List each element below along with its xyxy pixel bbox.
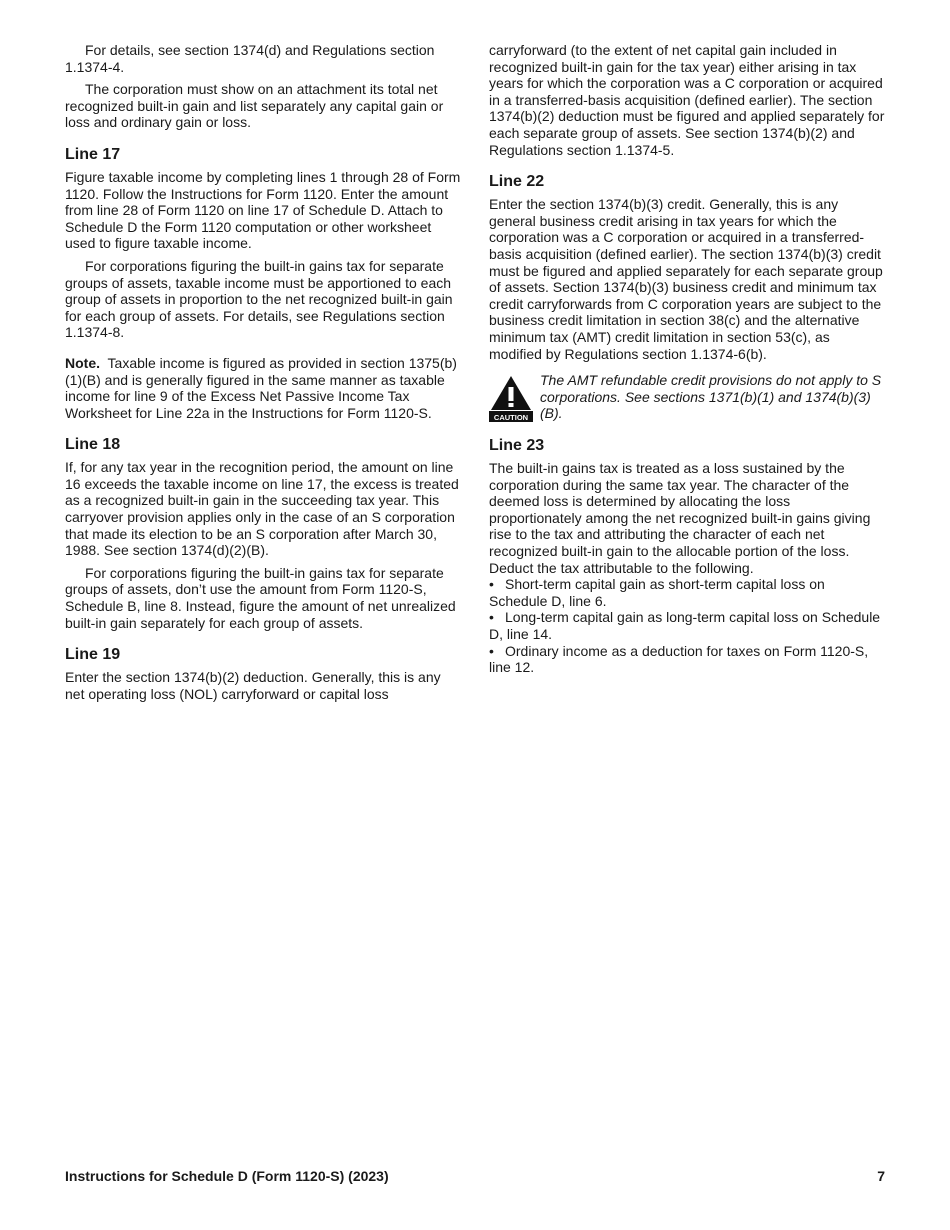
bullet-dot-icon: • [489,642,494,659]
line-18-heading: Line 18 [65,436,121,454]
paragraph: carryforward (to the extent of net capital gain included in recognized built-in gain for the tax year) either arising in tax years for which the corporation was a C corporation or acquired in a transferred-basis acquisition (defined earlier). The section 1374(b)(2) deduction must be figured and applied separately for each separate group of assets. See section 1374(b)(2) and Regulations section 1.1374-5. [489,42,885,158]
bullet-item [489,609,885,642]
line-17-heading: Line 17 [65,145,121,163]
bullet-item [489,576,885,609]
paragraph: If, for any tax year in the recognition period, the amount on line 16 exceeds the taxable income on line 17, the excess is treated as a recognized built-in gain in the succeeding tax year. This carryover provision applies only in the case of an S corporation that made its election to be an S corporation after March 30, 1988. See section 1374(d)(2)(B). [65,459,459,559]
note-label: Note. [65,354,100,371]
paragraph: Figure taxable income by completing lines 1 through 28 of Form 1120. Follow the Instructions for Form 1120. Enter the amount from line 28 of Form 1120 on line 17 of Schedule D. Attach to Schedule D the Form 1120 computation or other worksheet used to figure taxable income. [65,168,461,252]
line-19-heading: Line 19 [65,646,121,664]
bullet-text: Short-term capital gain as short-term capital loss on Schedule D, line 6. [489,576,825,609]
footer-title: Instructions for Schedule D (Form 1120-S) (2023) [65,1168,389,1184]
paragraph: For details, see section 1374(d) and Regulations section 1.1374-4. [65,42,435,75]
page-footer [65,1168,885,1185]
paragraph: For corporations figuring the built-in gains tax for separate groups of assets, don’t use the amount from Form 1120-S, Schedule B, line 8. Instead, figure the amount of net unrealized built-in gain separately for each group of assets. [65,564,456,631]
bullet-dot-icon: • [489,576,494,593]
paragraph: Enter the section 1374(b)(2) deduction. Generally, this is any net operating loss (NOL) carryforward or capital loss [65,669,441,702]
caution-label: CAUTION [493,413,529,423]
bullet-text: Ordinary income as a deduction for taxes on Form 1120-S, line 12. [489,642,869,676]
caution-icon [489,374,533,422]
line-23-heading: Line 23 [489,437,545,455]
right-column [489,42,885,676]
page-number: 7 [877,1168,885,1184]
note-paragraph [65,355,461,421]
caution-text: The AMT refundable credit provisions do not apply to S corporations. See sections 1371(b)(1) and 1374(b)(3)(B). [540,372,882,422]
left-column [65,42,461,708]
paragraph: The built-in gains tax is treated as a loss sustained by the corporation during the same tax year. The character of the deemed loss is determined by allocating the loss proportionately among the net recognized built-in gains giving rise to the tax and attributing the character of each net recognized built-in gain to the allocable portion of the loss. Deduct the tax attributable to the following. [489,460,871,576]
bullet-text: Long-term capital gain as long-term capital loss on Schedule D, line 14. [489,609,881,643]
bullet-dot-icon: • [489,609,494,626]
paragraph: The corporation must show on an attachment its total net recognized built-in gain and list separately any capital gain or loss and ordinary gain or loss. [65,81,444,131]
paragraph: For corporations figuring the built-in gains tax for separate groups of assets, taxable income must be apportioned to each group of assets in proportion to the net recognized built-in gain for each group of assets. For details, see Regulations section 1.1374-8. [65,257,453,341]
paragraph: Enter the section 1374(b)(3) credit. Generally, this is any general business credit arising in tax years for which the corporation was a C corporation or acquired in a transferred-basis acquisition (defined earlier). The section 1374(b)(3) credit must be figured and applied separately for each separate group of assets. Section 1374(b)(3) business credit and minimum tax credit carryforwards from C corporation years are subject to the business credit limitation in section 38(c) and the alternative minimum tax (AMT) credit limitation in section 53(c), as modified by Regulations section 1.1374-6(b). [489,196,883,362]
line-22-heading: Line 22 [489,173,545,191]
bullet-item [489,643,885,676]
caution-box [489,372,885,422]
note-text: Taxable income is figured as provided in section 1375(b)(1)(B) and is generally figured in the same manner as taxable income for line 9 of the Excess Net Passive Income Tax Worksheet for Line 22a in the Instructions for Form 1120-S. [65,354,457,421]
